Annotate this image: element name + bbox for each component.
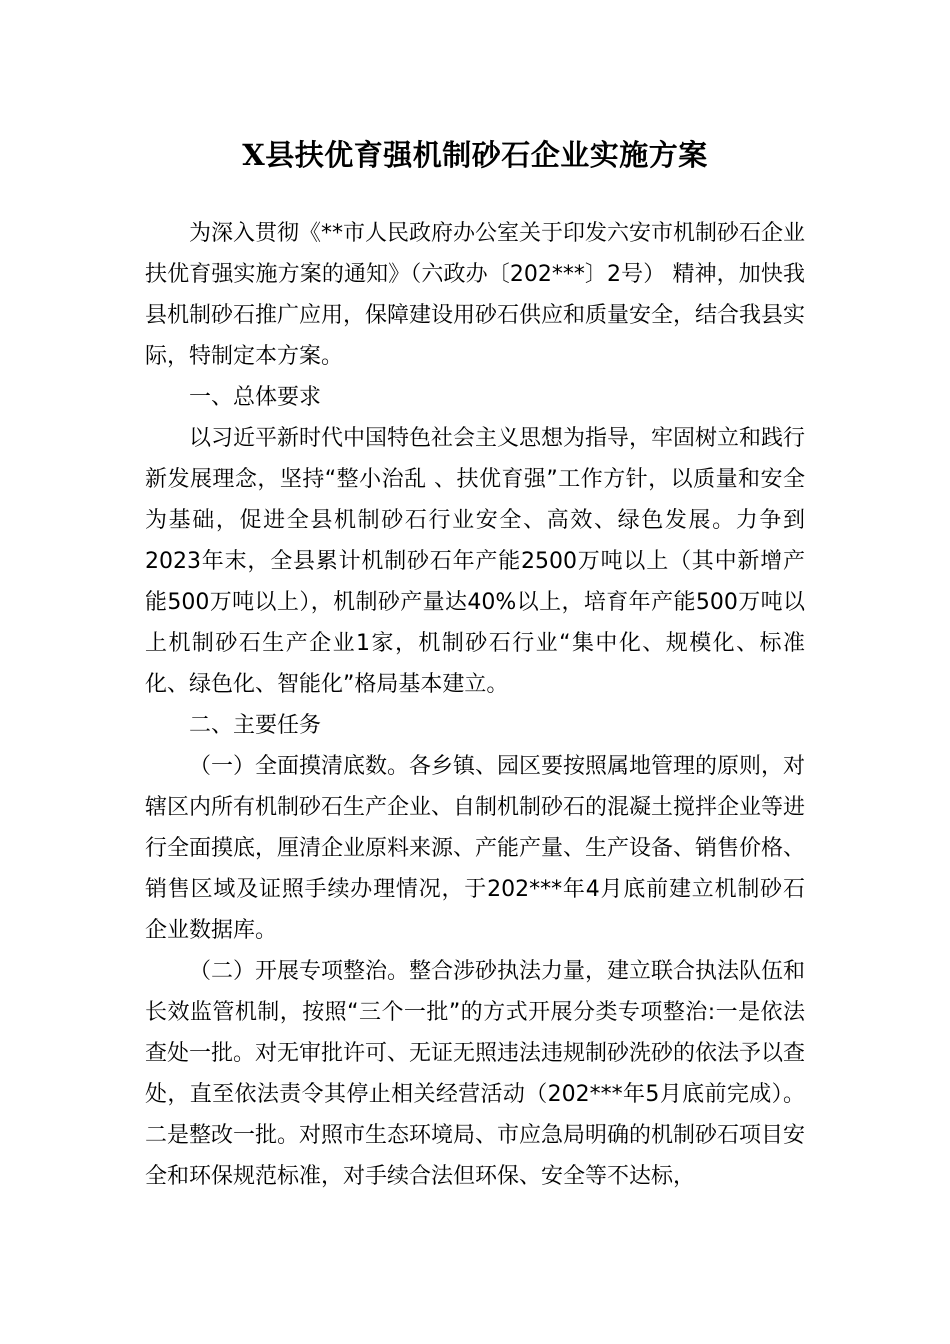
task-2-paragraph: （二）开展专项整治。整合涉砂执法力量，建立联合执法队伍和长效监管机制，按照“三个一批”的方式开展分类专项整治:一是依法查处一批。对无审批许可、无证无照违法违规制砂洗砂的依法予以查处，直至依法责令其停止相关经营活动（202***年5月底前完成）。二是整改一批。对照市生态环境局、市应急局明确的机制砂石项目安全和环保规范标准，对手续合法但环保、安全等不达标， <box>145 959 806 1189</box>
section-heading-main-tasks: 二、主要任务 <box>189 713 322 738</box>
document-title: X县扶优育强机制砂石企业实施方案 <box>242 138 708 172</box>
overall-requirements-paragraph: 以习近平新时代中国特色社会主义思想为指导，牢固树立和践行新发展理念，坚持“整小治乱 、扶优育强”工作方针，以质量和安全为基础，促进全县机制砂石行业安全、高效、绿色发展。力争到2023年末，全县累计机制砂石年产能2500万吨以上（其中新增产能500万吨以上），机制砂产量达40%以上，培育年产能500万吨以上机制砂石生产企业1家，机制砂石行业“集中化、规模化、标准化、绿色化、智能化”格局基本建立。 <box>145 426 806 697</box>
intro-paragraph: 为深入贯彻《**市人民政府办公室关于印发六安市机制砂石企业扶优育强实施方案的通知》（六政办〔202***〕2号） 精神，加快我县机制砂石推广应用，保障建设用砂石供应和质量安全，结合我县实际，特制定本方案。 <box>145 221 806 369</box>
document-body <box>145 213 805 1197</box>
task-1-paragraph: （一）全面摸清底数。各乡镇、园区要按照属地管理的原则，对辖区内所有机制砂石生产企业、自制机制砂石的混凝土搅拌企业等进行全面摸底，厘清企业原料来源、产能产量、生产设备、销售价格、销售区域及证照手续办理情况，于202***年4月底前建立机制砂石企业数据库。 <box>145 754 806 943</box>
section-heading-overall-requirements: 一、总体要求 <box>189 385 322 410</box>
